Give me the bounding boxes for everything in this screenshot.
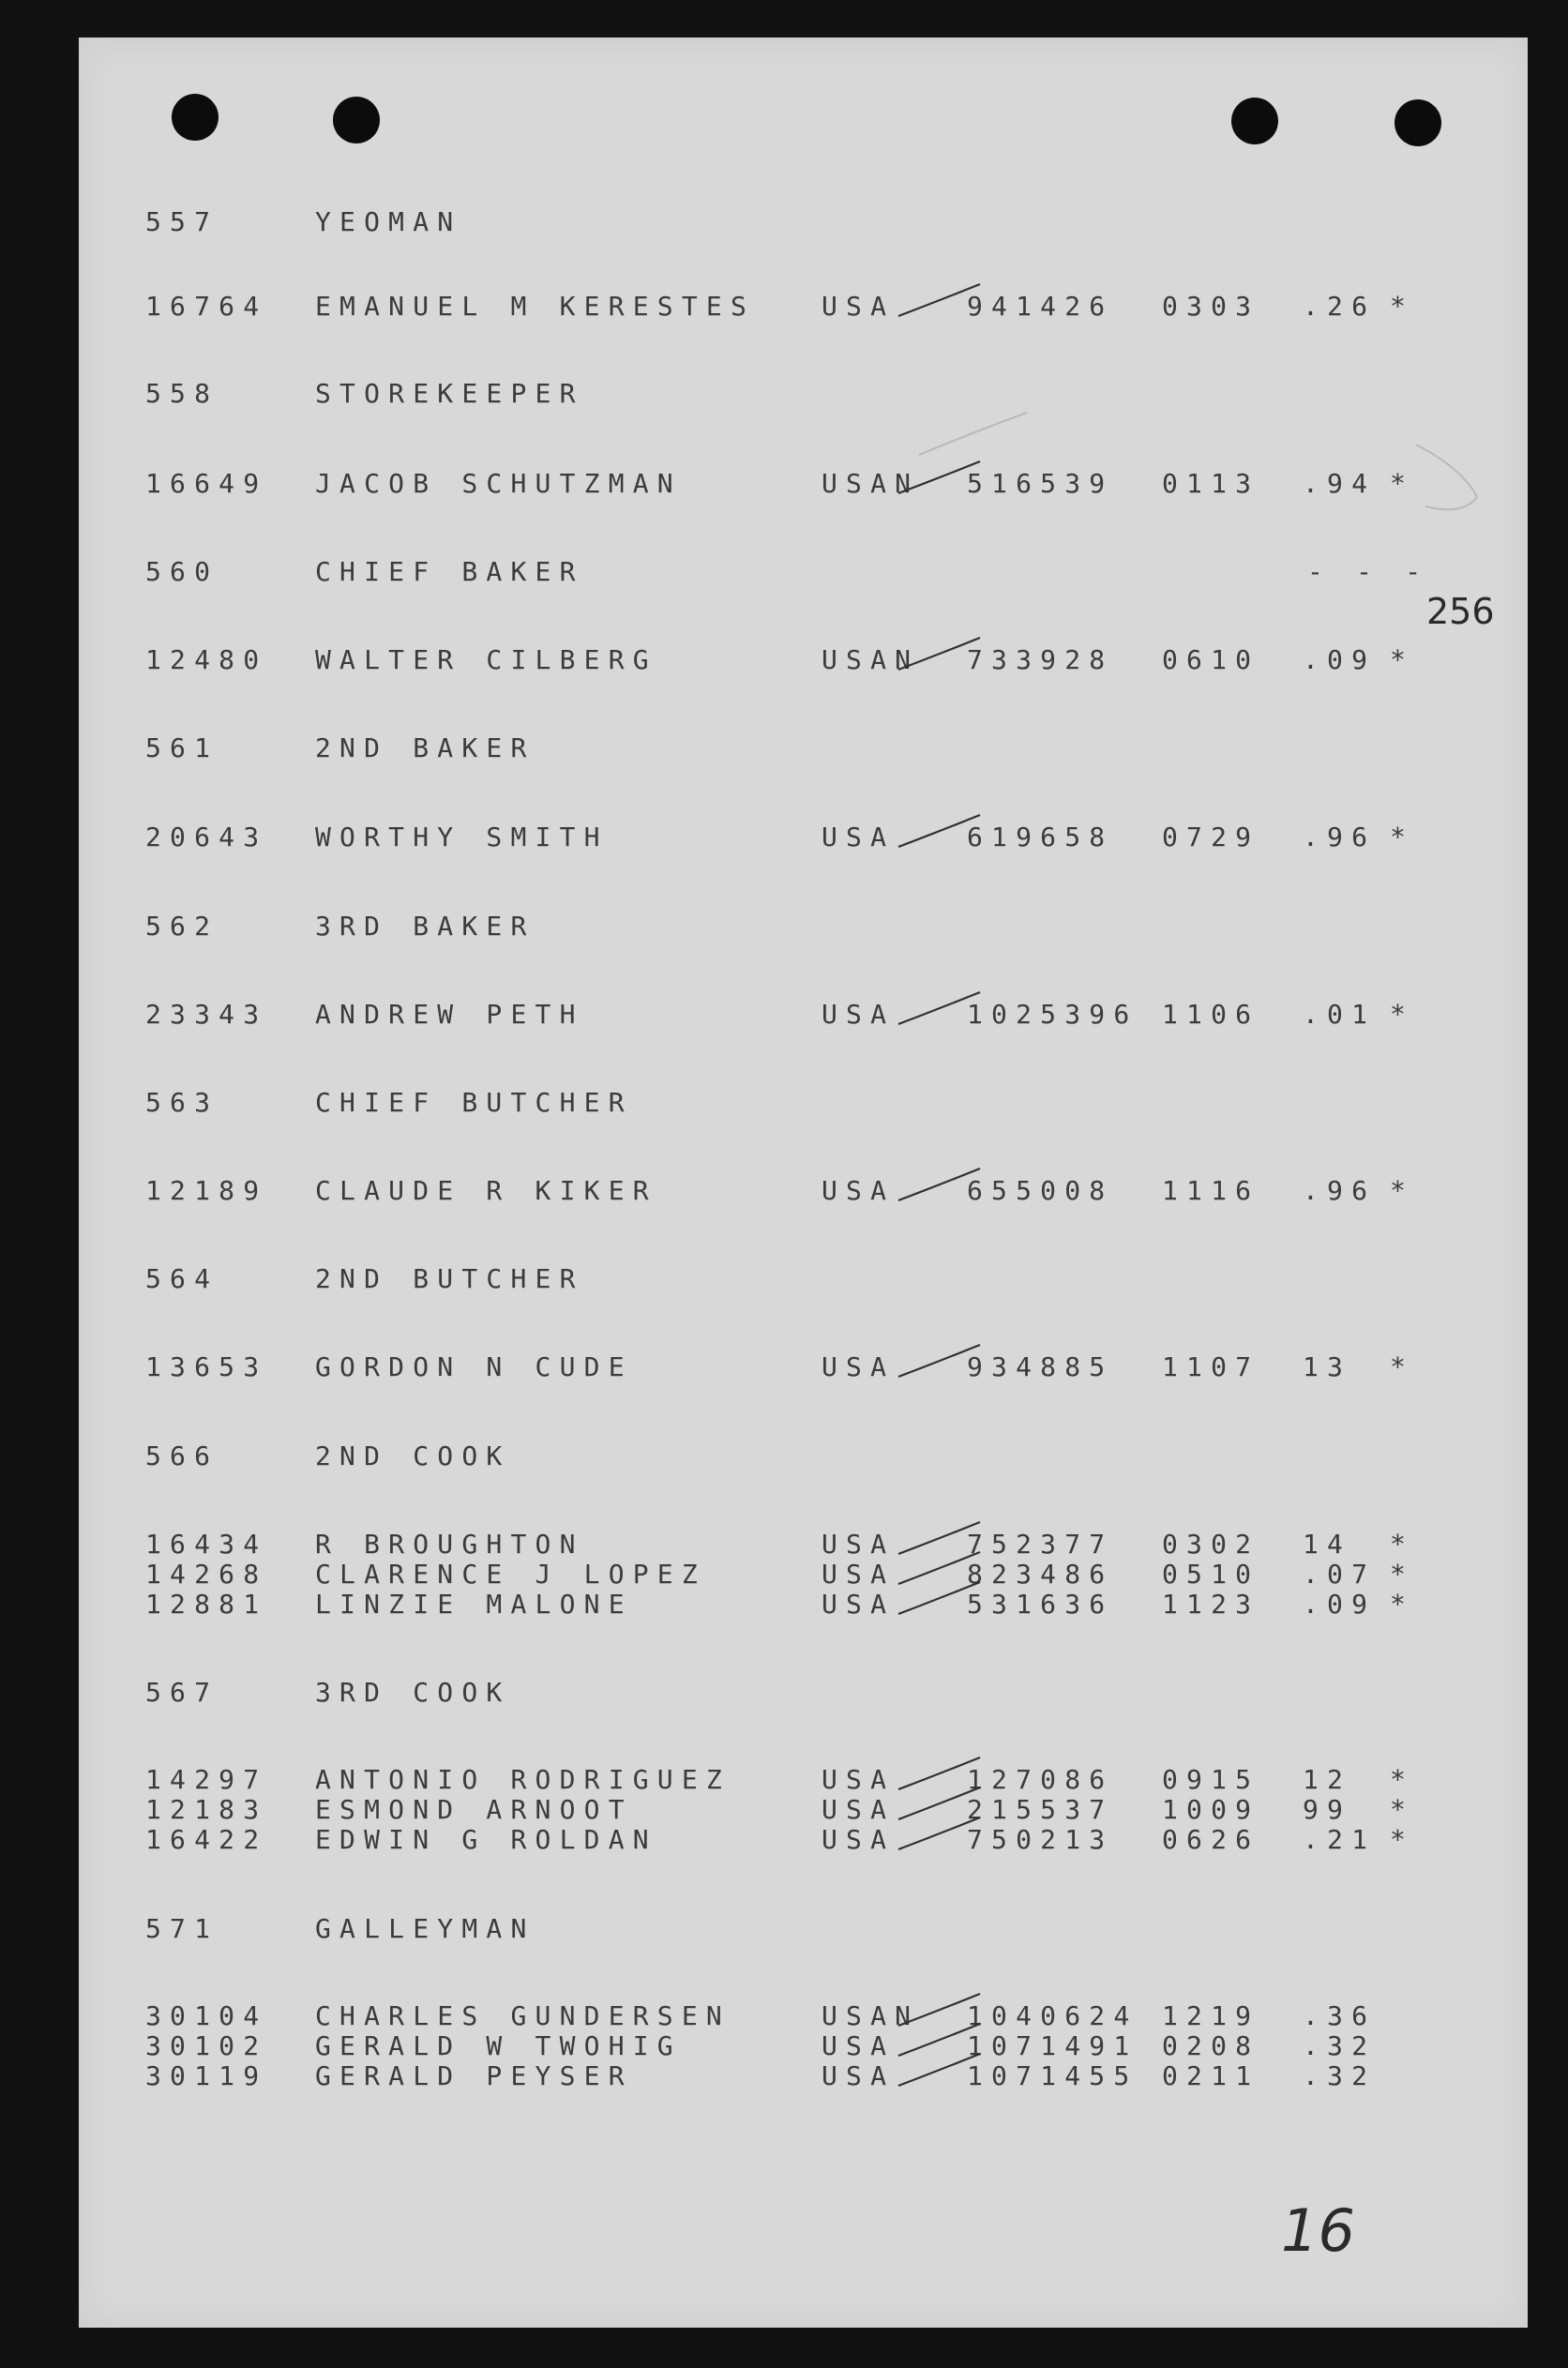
entry-number: 941426 [967, 291, 1114, 322]
section-code: 571 [145, 1913, 219, 1944]
entry-number: 752377 [967, 1529, 1114, 1560]
entry-id: 13653 [145, 1351, 268, 1382]
entry-date: 0208 [1162, 2030, 1260, 2061]
entry-asterisk: * [1390, 1351, 1415, 1382]
section-code: 562 [145, 911, 219, 942]
section-code: 564 [145, 1263, 219, 1294]
section-code: 566 [145, 1440, 219, 1471]
entry-citizenship: USA [822, 1175, 896, 1206]
entry-date: 0626 [1162, 1824, 1260, 1855]
entry-number: 655008 [967, 1175, 1114, 1206]
punch-hole [1231, 98, 1278, 144]
section-title: 3RD COOK [315, 1677, 511, 1708]
entry-date: 1123 [1162, 1589, 1260, 1620]
entry-name: WALTER CILBERG [315, 644, 657, 675]
entry-number: 934885 [967, 1351, 1114, 1382]
punch-hole [333, 97, 380, 143]
entry-id: 30102 [145, 2030, 268, 2061]
entry-id: 16422 [145, 1824, 268, 1855]
section-code: 560 [145, 556, 219, 587]
section-title: GALLEYMAN [315, 1913, 535, 1944]
entry-amount: .96 [1303, 822, 1377, 852]
entry-asterisk: * [1390, 999, 1415, 1030]
entry-amount: .09 [1303, 1589, 1377, 1620]
section-code: 557 [145, 206, 219, 237]
entry-citizenship: USAN [822, 644, 920, 675]
entry-date: 0211 [1162, 2060, 1260, 2091]
entry-number: 750213 [967, 1824, 1114, 1855]
handwritten-page-number: 16 [1281, 2196, 1355, 2265]
entry-number: 619658 [967, 822, 1114, 852]
document-page [79, 38, 1528, 2328]
entry-name: ANTONIO RODRIGUEZ [315, 1764, 731, 1795]
entry-citizenship: USA [822, 1589, 896, 1620]
entry-asterisk: * [1390, 1764, 1415, 1795]
entry-name: JACOB SCHUTZMAN [315, 468, 682, 499]
entry-date: 1009 [1162, 1794, 1260, 1825]
entry-number: 215537 [967, 1794, 1114, 1825]
section-note: - - - [1307, 556, 1430, 587]
entry-citizenship: USA [822, 1559, 896, 1590]
entry-amount: 99 [1303, 1794, 1352, 1825]
entry-amount: .07 [1303, 1559, 1377, 1590]
entry-amount: .01 [1303, 999, 1377, 1030]
entry-asterisk: * [1390, 644, 1415, 675]
section-title: CHIEF BUTCHER [315, 1087, 633, 1118]
punch-hole [172, 94, 219, 141]
entry-citizenship: USA [822, 822, 896, 852]
section-title: 2ND BAKER [315, 732, 535, 763]
entry-citizenship: USA [822, 1351, 896, 1382]
entry-amount: .32 [1303, 2030, 1377, 2061]
entry-name: WORTHY SMITH [315, 822, 609, 852]
entry-date: 0729 [1162, 822, 1260, 852]
section-title: STOREKEEPER [315, 378, 584, 409]
entry-citizenship: USA [822, 2030, 896, 2061]
entry-citizenship: USA [822, 1794, 896, 1825]
section-code: 561 [145, 732, 219, 763]
entry-asterisk: * [1390, 1529, 1415, 1560]
entry-name: GERALD PEYSER [315, 2060, 633, 2091]
page-number-stamp: 256 [1426, 591, 1495, 632]
entry-amount: .32 [1303, 2060, 1377, 2091]
entry-date: 0510 [1162, 1559, 1260, 1590]
entry-amount: 12 [1303, 1764, 1352, 1795]
entry-id: 30119 [145, 2060, 268, 2091]
entry-number: 1040624 [967, 2000, 1138, 2031]
entry-id: 12189 [145, 1175, 268, 1206]
entry-date: 0610 [1162, 644, 1260, 675]
entry-citizenship: USAN [822, 468, 920, 499]
entry-citizenship: USA [822, 1764, 896, 1795]
entry-amount: 13 [1303, 1351, 1352, 1382]
entry-asterisk: * [1390, 1824, 1415, 1855]
entry-number: 127086 [967, 1764, 1114, 1795]
entry-date: 0113 [1162, 468, 1260, 499]
entry-amount: .26 [1303, 291, 1377, 322]
section-title: 2ND COOK [315, 1440, 511, 1471]
entry-citizenship: USA [822, 999, 896, 1030]
section-code: 563 [145, 1087, 219, 1118]
entry-amount: .09 [1303, 644, 1377, 675]
entry-date: 1107 [1162, 1351, 1260, 1382]
entry-name: R BROUGHTON [315, 1529, 584, 1560]
entry-id: 23343 [145, 999, 268, 1030]
entry-number: 1071455 [967, 2060, 1138, 2091]
entry-amount: .36 [1303, 2000, 1377, 2031]
section-code: 558 [145, 378, 219, 409]
entry-citizenship: USA [822, 1529, 896, 1560]
entry-number: 1071491 [967, 2030, 1138, 2061]
entry-amount: .94 [1303, 468, 1377, 499]
entry-citizenship: USA [822, 291, 896, 322]
entry-asterisk: * [1390, 291, 1415, 322]
entry-date: 1219 [1162, 2000, 1260, 2031]
entry-citizenship: USAN [822, 2000, 920, 2031]
entry-name: CLARENCE J LOPEZ [315, 1559, 706, 1590]
entry-asterisk: * [1390, 1589, 1415, 1620]
entry-asterisk: * [1390, 1175, 1415, 1206]
entry-number: 516539 [967, 468, 1114, 499]
entry-date: 0302 [1162, 1529, 1260, 1560]
entry-date: 1116 [1162, 1175, 1260, 1206]
entry-amount: 14 [1303, 1529, 1352, 1560]
entry-name: LINZIE MALONE [315, 1589, 633, 1620]
entry-amount: .21 [1303, 1824, 1377, 1855]
entry-id: 16649 [145, 468, 268, 499]
section-title: 2ND BUTCHER [315, 1263, 584, 1294]
entry-id: 12881 [145, 1589, 268, 1620]
punch-hole [1395, 99, 1441, 146]
entry-name: GORDON N CUDE [315, 1351, 633, 1382]
section-code: 567 [145, 1677, 219, 1708]
entry-asterisk: * [1390, 822, 1415, 852]
entry-asterisk: * [1390, 468, 1415, 499]
entry-name: CHARLES GUNDERSEN [315, 2000, 731, 2031]
entry-name: EMANUEL M KERESTES [315, 291, 756, 322]
entry-id: 20643 [145, 822, 268, 852]
entry-id: 30104 [145, 2000, 268, 2031]
entry-name: GERALD W TWOHIG [315, 2030, 682, 2061]
entry-name: ESMOND ARNOOT [315, 1794, 633, 1825]
entry-name: CLAUDE R KIKER [315, 1175, 657, 1206]
entry-name: ANDREW PETH [315, 999, 584, 1030]
entry-id: 16434 [145, 1529, 268, 1560]
entry-number: 531636 [967, 1589, 1114, 1620]
entry-name: EDWIN G ROLDAN [315, 1824, 657, 1855]
entry-id: 14268 [145, 1559, 268, 1590]
entry-number: 1025396 [967, 999, 1138, 1030]
entry-date: 0303 [1162, 291, 1260, 322]
entry-number: 823486 [967, 1559, 1114, 1590]
entry-asterisk: * [1390, 1794, 1415, 1825]
entry-id: 12183 [145, 1794, 268, 1825]
entry-id: 14297 [145, 1764, 268, 1795]
section-title: 3RD BAKER [315, 911, 535, 942]
entry-asterisk: * [1390, 1559, 1415, 1590]
entry-id: 12480 [145, 644, 268, 675]
entry-date: 1106 [1162, 999, 1260, 1030]
entry-amount: .96 [1303, 1175, 1377, 1206]
entry-citizenship: USA [822, 2060, 896, 2091]
section-title: YEOMAN [315, 206, 462, 237]
entry-id: 16764 [145, 291, 268, 322]
entry-number: 733928 [967, 644, 1114, 675]
entry-date: 0915 [1162, 1764, 1260, 1795]
section-title: CHIEF BAKER [315, 556, 584, 587]
entry-citizenship: USA [822, 1824, 896, 1855]
